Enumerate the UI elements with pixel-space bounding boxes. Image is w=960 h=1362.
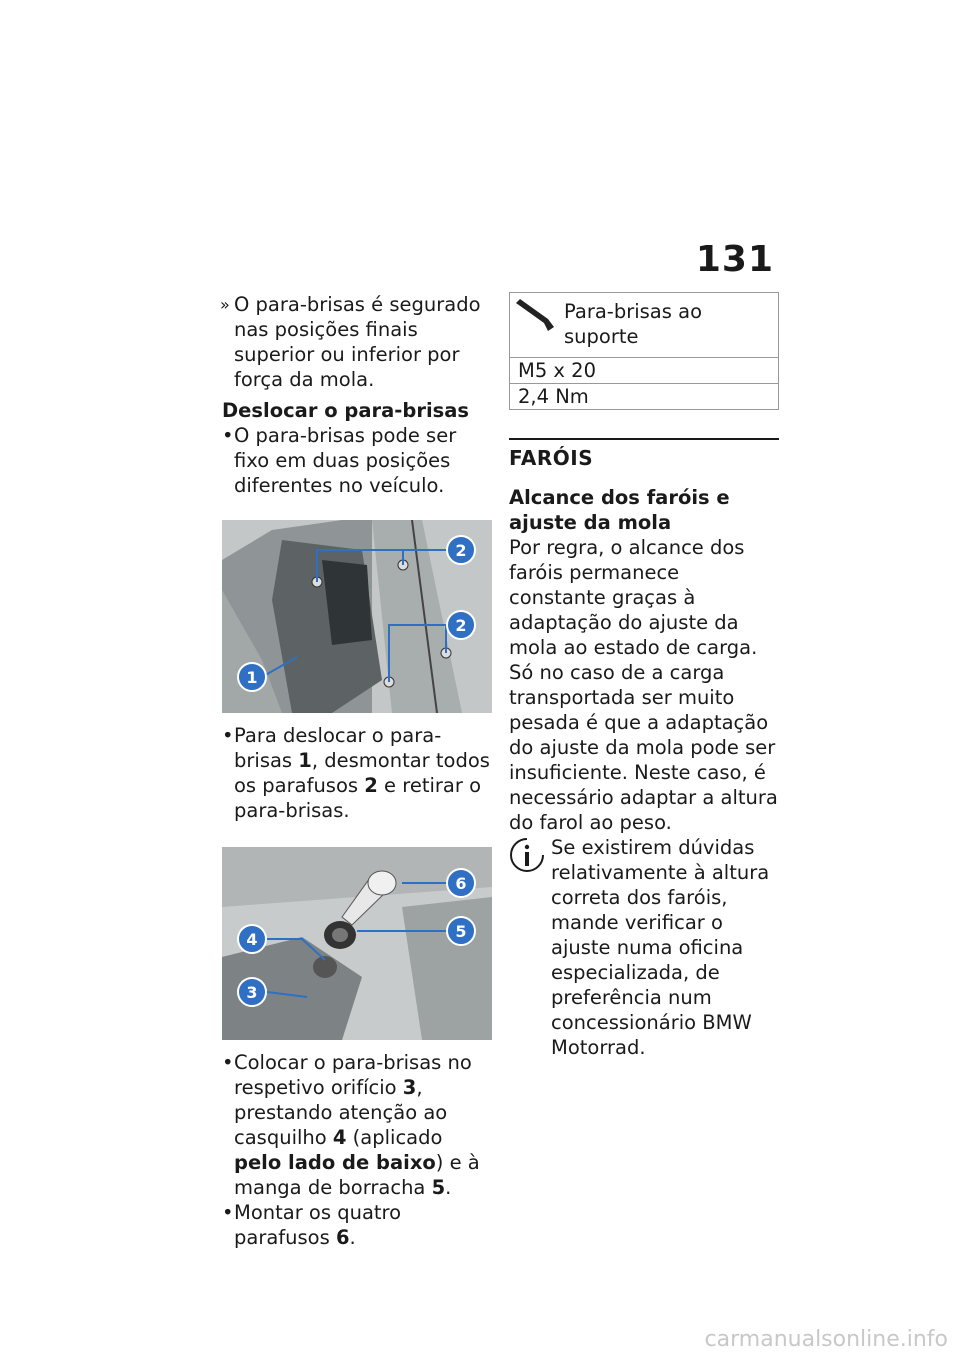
info-icon bbox=[509, 837, 545, 873]
bullet-icon: • bbox=[222, 424, 234, 447]
torque-table bbox=[509, 292, 779, 410]
bullet-icon: • bbox=[222, 724, 234, 747]
bullet-item: • Colocar o para-brisas no respetivo orifício 3, prestando atenção ao casquilho 4 (aplicado pelo lado de baixo) e à manga de borracha 5. bbox=[222, 1051, 480, 1199]
footer-watermark: carmanualsonline.info bbox=[704, 1327, 948, 1352]
section-divider bbox=[509, 438, 779, 440]
paragraph: Por regra, o alcance dos faróis permanece constante graças à adaptação do ajuste da mola ao estado de carga. bbox=[509, 536, 758, 659]
page-number: 131 bbox=[695, 239, 774, 280]
callout-label: 2 bbox=[455, 541, 467, 560]
torque-table-title: Para-brisas ao suporte bbox=[564, 300, 702, 348]
callout-label: 5 bbox=[455, 922, 467, 941]
torque-table-header bbox=[510, 293, 779, 358]
right-column bbox=[509, 292, 779, 1060]
bullet-icon: • bbox=[222, 1051, 234, 1074]
bullet-icon: • bbox=[222, 1201, 234, 1224]
callout-label: 6 bbox=[455, 874, 467, 893]
torque-table-spec: M5 x 20 bbox=[510, 358, 779, 384]
section-title: FARÓIS bbox=[509, 446, 594, 470]
bullet-item: • Montar os quatro parafusos 6. bbox=[222, 1201, 402, 1249]
left-column bbox=[222, 292, 492, 1250]
callout-label: 1 bbox=[246, 668, 258, 687]
sub-heading: Alcance dos faróis e ajuste da mola bbox=[509, 486, 730, 534]
windshield-illustration-1 bbox=[222, 520, 492, 713]
torque-table-value: 2,4 Nm bbox=[510, 384, 779, 410]
result-arrow-icon: » bbox=[220, 295, 230, 314]
windshield-figure-2 bbox=[222, 847, 492, 1040]
torque-wrench-icon bbox=[514, 297, 558, 337]
intro-paragraph: » O para-brisas é segurado nas posições finais superior ou inferior por força da mola. bbox=[220, 293, 481, 391]
section-heading: Deslocar o para-brisas bbox=[222, 399, 470, 422]
callout-label: 3 bbox=[246, 983, 258, 1002]
windshield-figure-1 bbox=[222, 520, 492, 713]
paragraph: Só no caso de a carga transportada ser muito pesada é que a adaptação do ajuste da mola pode ser insuficiente. Neste caso, é necessário adaptar a altura do farol ao peso. bbox=[509, 661, 778, 834]
callout-label: 2 bbox=[455, 616, 467, 635]
info-note: Se existirem dúvidas relativamente à altura correta dos faróis, mande verificar o ajuste numa oficina especializada, de preferência num concessionário BMW Motorrad. bbox=[509, 835, 779, 1060]
bullet-item: • Para deslocar o para-brisas 1, desmontar todos os parafusos 2 e retirar o para-brisas. bbox=[222, 724, 490, 822]
windshield-illustration-2 bbox=[222, 847, 492, 1040]
callout-label: 4 bbox=[246, 930, 258, 949]
bullet-item: • O para-brisas pode ser fixo em duas posições diferentes no veículo. bbox=[222, 424, 457, 497]
